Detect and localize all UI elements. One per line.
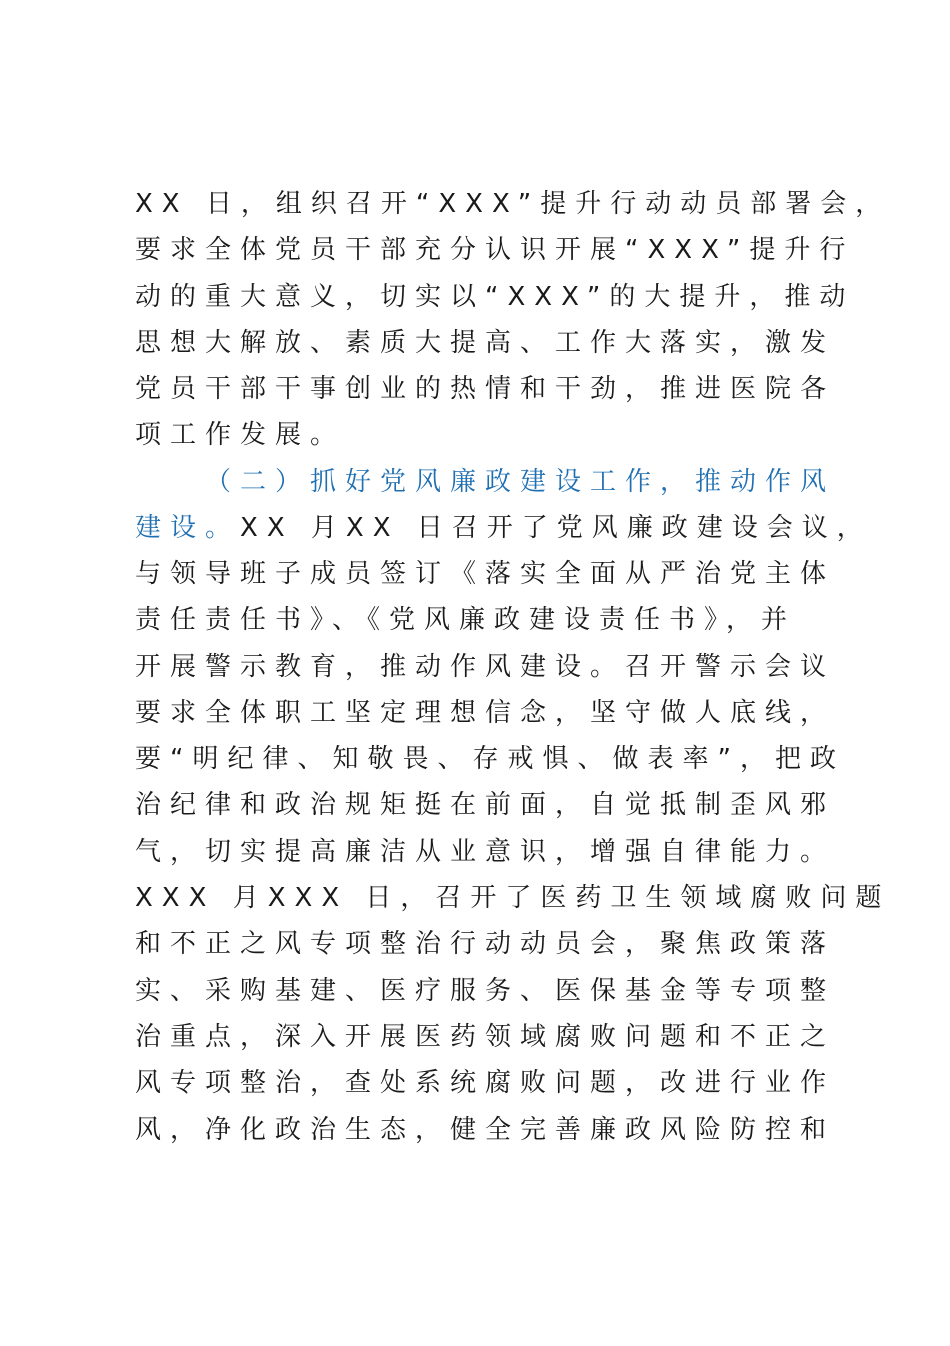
section-line-6: 要“明纪律、知敬畏、存戒惧、做表率”，把政: [135, 744, 845, 774]
body-line-5: 党员干部干事创业的热情和干劲，推进医院各: [135, 374, 836, 404]
section-line-11: 实、采购基建、医疗服务、医保基金等专项整: [135, 976, 836, 1006]
body-line-4: 思想大解放、素质大提高、工作大落实，激发: [135, 328, 836, 358]
section-line-1-text: XX 月XX 日召开了党风廉政建设会议，: [240, 513, 872, 543]
section-line-13: 风专项整治，查处系统腐败问题，改进行业作: [135, 1068, 836, 1098]
section-heading-tail: 建设。: [135, 513, 241, 543]
section-line-10: 和不正之风专项整治行动动员会，聚焦政策落: [135, 929, 836, 959]
section-line-9: XXX 月XXX 日，召开了医药卫生领域腐败问题: [135, 883, 891, 913]
section-line-12: 治重点，深入开展医药领域腐败问题和不正之: [135, 1022, 836, 1052]
body-line-6: 项工作发展。: [135, 420, 346, 450]
section-line-3: 责任责任书》、《党风廉政建设责任书》，并: [135, 605, 797, 635]
body-line-2: 要求全体党员干部充分认识开展“XXX”提升行: [135, 235, 855, 265]
section-line-7: 治纪律和政治规矩挺在前面，自觉抵制歪风邪: [135, 790, 836, 820]
section-line-2: 与领导班子成员签订《落实全面从严治党主体: [135, 559, 836, 589]
section-line-8: 气，切实提高廉洁从业意识，增强自律能力。: [135, 837, 836, 867]
section-line-4: 开展警示教育，推动作风建设。召开警示会议: [135, 652, 836, 682]
section-line-5: 要求全体职工坚定理想信念，坚守做人底线，: [135, 698, 836, 728]
section-line-14: 风，净化政治生态，健全完善廉政风险防控和: [135, 1115, 836, 1145]
body-line-1: XX 日，组织召开“XXX”提升行动动员部署会，: [135, 189, 891, 219]
section-line-1: [135, 508, 872, 548]
section-heading: （二）抓好党风廉政建设工作，推动作风: [205, 467, 836, 497]
body-line-3: 动的重大意义，切实以“XXX”的大提升，推动: [135, 282, 855, 312]
